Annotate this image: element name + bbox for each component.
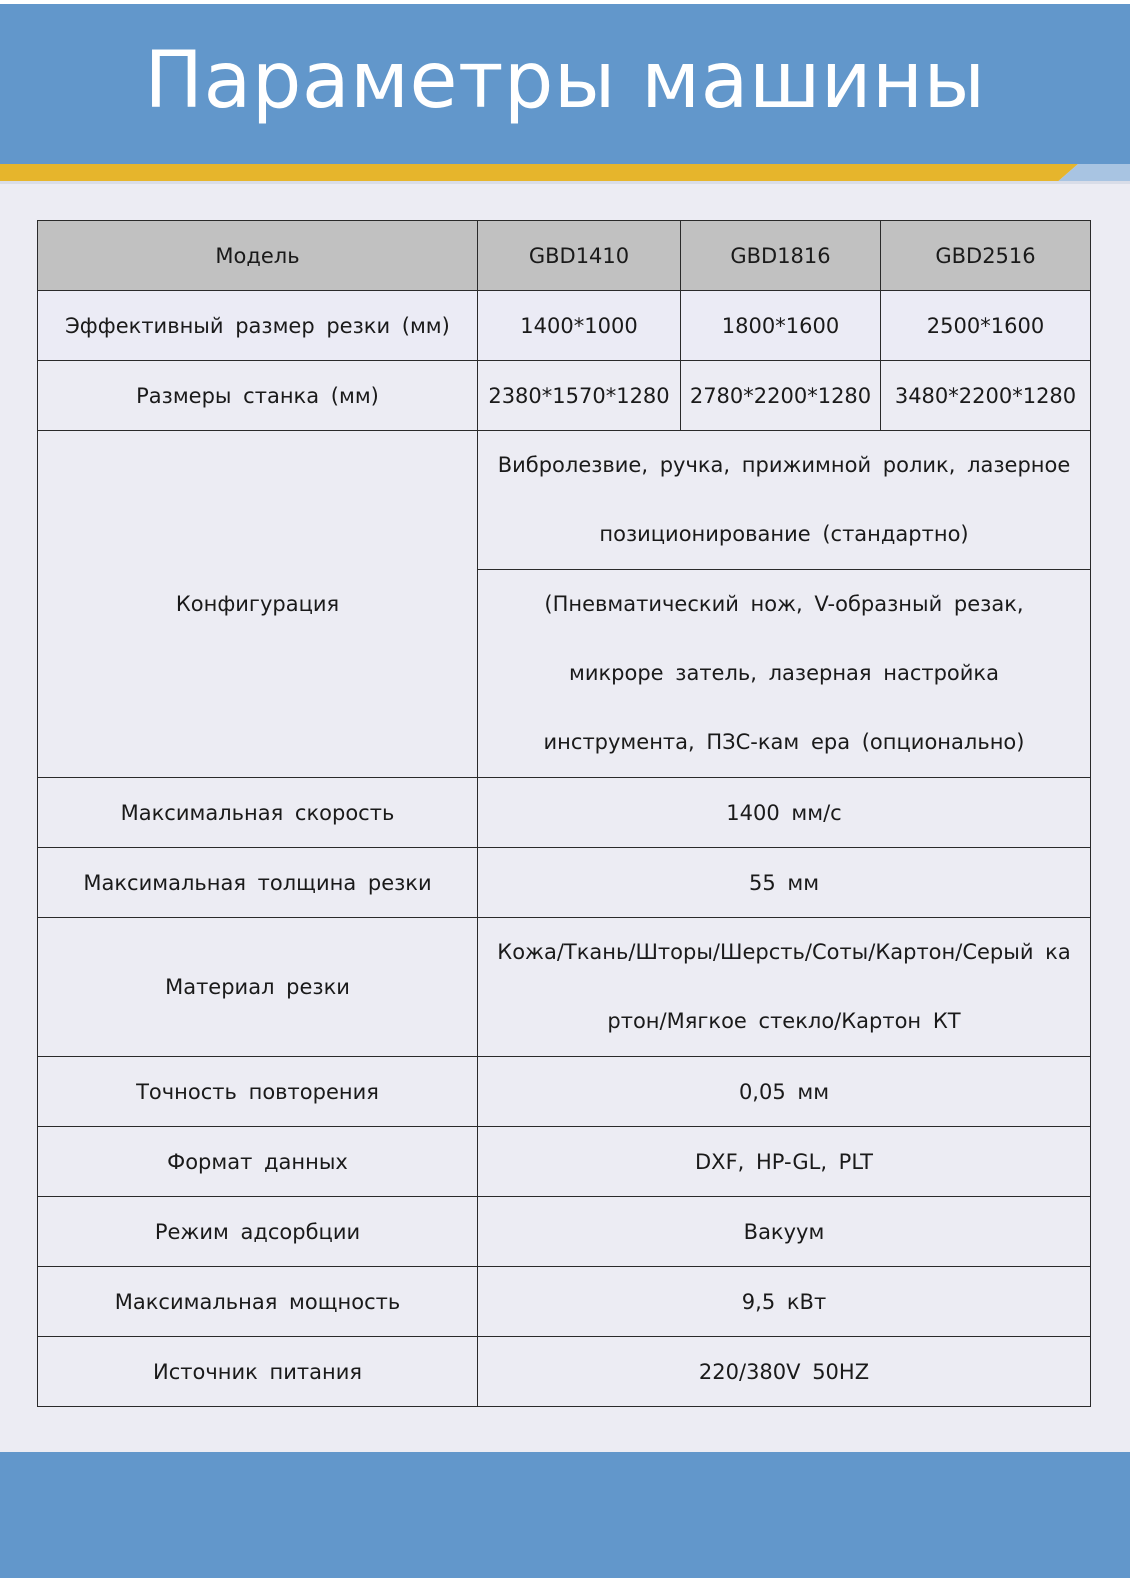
adsorption-label: Режим адсорбции bbox=[38, 1197, 478, 1267]
table-row bbox=[38, 1127, 1091, 1197]
table-row bbox=[38, 1057, 1091, 1127]
accuracy-label: Точность повторения bbox=[38, 1057, 478, 1127]
max-thickness-label: Максимальная толщина резки bbox=[38, 848, 478, 918]
max-power-value: 9,5 кВт bbox=[478, 1267, 1091, 1337]
footer-banner bbox=[0, 1452, 1130, 1578]
header-model-1: GBD1410 bbox=[478, 221, 681, 291]
table-row bbox=[38, 431, 1091, 570]
machine-parameters-table bbox=[37, 220, 1091, 1407]
machine-size-model-1: 2380*1570*1280 bbox=[478, 361, 681, 431]
max-thickness-value: 55 мм bbox=[478, 848, 1091, 918]
adsorption-value: Вакуум bbox=[478, 1197, 1091, 1267]
table-header-row bbox=[38, 221, 1091, 291]
accuracy-value: 0,05 мм bbox=[478, 1057, 1091, 1127]
header-model-2: GBD1816 bbox=[681, 221, 881, 291]
data-format-label: Формат данных bbox=[38, 1127, 478, 1197]
material-value: Кожа/Ткань/Шторы/Шерсть/Соты/Картон/Серый ка ртон/Мягкое стекло/Картон КТ bbox=[478, 918, 1091, 1057]
configuration-optional: (Пневматический нож, V-образный резак, микроре затель, лазерная настройка инструмента, ПЗС-кам ера (опционально) bbox=[478, 570, 1091, 778]
page bbox=[0, 4, 1130, 1578]
cut-size-label: Эффективный размер резки (мм) bbox=[38, 291, 478, 361]
table-row bbox=[38, 1267, 1091, 1337]
cut-size-model-2: 1800*1600 bbox=[681, 291, 881, 361]
table-row bbox=[38, 1197, 1091, 1267]
data-format-value: DXF, HP-GL, PLT bbox=[478, 1127, 1091, 1197]
gold-stripe-decoration bbox=[0, 164, 1130, 184]
power-supply-value: 220/380V 50HZ bbox=[478, 1337, 1091, 1407]
max-speed-value: 1400 мм/с bbox=[478, 778, 1091, 848]
header-banner bbox=[0, 4, 1130, 164]
header-model-3: GBD2516 bbox=[881, 221, 1091, 291]
cut-size-model-1: 1400*1000 bbox=[478, 291, 681, 361]
table-row bbox=[38, 918, 1091, 1057]
configuration-label: Конфигурация bbox=[38, 431, 478, 778]
cut-size-model-3: 2500*1600 bbox=[881, 291, 1091, 361]
max-power-label: Максимальная мощность bbox=[38, 1267, 478, 1337]
table-row bbox=[38, 1337, 1091, 1407]
table-row bbox=[38, 361, 1091, 431]
header-model-label: Модель bbox=[38, 221, 478, 291]
table-row bbox=[38, 291, 1091, 361]
page-title: Параметры машины bbox=[144, 36, 986, 126]
configuration-standard: Вибролезвие, ручка, прижимной ролик, лазерное позиционирование (стандартно) bbox=[478, 431, 1091, 570]
machine-size-model-3: 3480*2200*1280 bbox=[881, 361, 1091, 431]
table-row bbox=[38, 778, 1091, 848]
table-row bbox=[38, 848, 1091, 918]
machine-size-model-2: 2780*2200*1280 bbox=[681, 361, 881, 431]
material-label: Материал резки bbox=[38, 918, 478, 1057]
max-speed-label: Максимальная скорость bbox=[38, 778, 478, 848]
power-supply-label: Источник питания bbox=[38, 1337, 478, 1407]
machine-size-label: Размеры станка (мм) bbox=[38, 361, 478, 431]
